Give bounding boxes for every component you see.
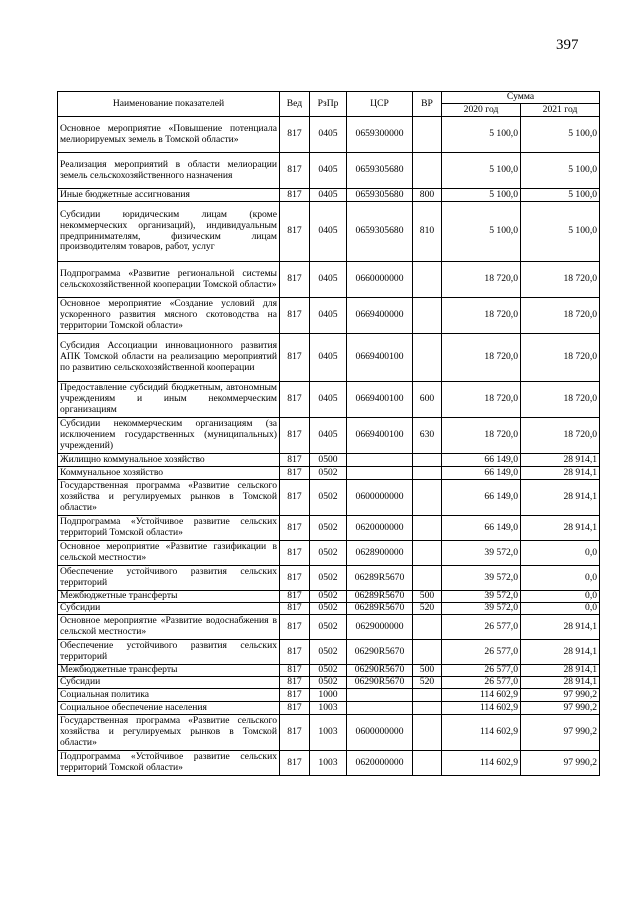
table-row [58,467,600,480]
cell-vr [413,454,442,467]
header-vr: ВР [413,92,442,117]
cell-csr: 0600000000 [347,715,413,751]
table-row [58,640,600,665]
cell-y2020: 39 572,0 [442,541,521,566]
header-csr: ЦСР [347,92,413,117]
cell-csr [347,702,413,715]
cell-name: Предоставление субсидий бюджетным, автономным учреждениям и иным некоммерческим организациям [58,382,280,418]
cell-name: Межбюджетные трансферты [58,665,280,677]
cell-vr: 600 [413,382,442,418]
table-row [58,382,600,418]
cell-csr: 0620000000 [347,516,413,541]
cell-name: Обеспечение устойчивого развития сельских территорий [58,566,280,591]
cell-rzpr: 0502 [310,591,347,603]
table-row [58,262,600,298]
cell-csr: 0659300000 [347,117,413,153]
table-row [58,689,600,702]
cell-ved: 817 [280,262,310,298]
cell-y2021: 28 914,1 [521,640,600,665]
header-2020: 2020 год [442,104,521,117]
cell-y2020: 39 572,0 [442,591,521,603]
cell-y2021: 18 720,0 [521,334,600,382]
cell-csr: 0660000000 [347,262,413,298]
cell-vr: 500 [413,591,442,603]
cell-ved: 817 [280,334,310,382]
cell-rzpr: 0502 [310,603,347,615]
table-row [58,615,600,640]
cell-y2020: 18 720,0 [442,382,521,418]
cell-y2021: 5 100,0 [521,189,600,202]
cell-y2021: 28 914,1 [521,480,600,516]
cell-y2020: 114 602,9 [442,751,521,776]
table-row [58,603,600,615]
cell-csr: 06289R5670 [347,591,413,603]
cell-vr [413,715,442,751]
cell-y2021: 0,0 [521,541,600,566]
table-row [58,751,600,776]
cell-y2021: 28 914,1 [521,467,600,480]
cell-name: Основное мероприятие «Повышение потенциала мелиорируемых земель в Томской области» [58,117,280,153]
cell-vr: 810 [413,202,442,262]
cell-vr [413,467,442,480]
cell-name: Государственная программа «Развитие сельского хозяйства и регулируемых рынков в Томской области» [58,480,280,516]
cell-y2021: 28 914,1 [521,454,600,467]
cell-rzpr: 0502 [310,541,347,566]
cell-vr [413,480,442,516]
cell-vr: 800 [413,189,442,202]
cell-y2021: 97 990,2 [521,751,600,776]
cell-rzpr: 0405 [310,117,347,153]
cell-y2020: 5 100,0 [442,153,521,189]
cell-name: Подпрограмма «Устойчивое развитие сельских территорий Томской области» [58,751,280,776]
budget-table [57,91,600,776]
cell-y2021: 28 914,1 [521,677,600,689]
cell-csr [347,689,413,702]
cell-y2021: 97 990,2 [521,689,600,702]
cell-ved: 817 [280,480,310,516]
cell-y2021: 18 720,0 [521,418,600,454]
table-body [58,117,600,776]
cell-y2021: 28 914,1 [521,665,600,677]
cell-csr: 0669400100 [347,418,413,454]
cell-csr: 0628900000 [347,541,413,566]
cell-ved: 817 [280,153,310,189]
cell-name: Субсидии юридическим лицам (кроме некоммерческих организаций), индивидуальным предпринимателям, физическим лицам производителям товаров, работ, услуг [58,202,280,262]
cell-ved: 817 [280,702,310,715]
cell-rzpr: 0502 [310,677,347,689]
cell-y2021: 18 720,0 [521,298,600,334]
cell-ved: 817 [280,715,310,751]
cell-csr [347,454,413,467]
cell-vr [413,541,442,566]
cell-ved: 817 [280,751,310,776]
cell-y2020: 114 602,9 [442,715,521,751]
cell-ved: 817 [280,189,310,202]
cell-rzpr: 1000 [310,689,347,702]
cell-ved: 817 [280,603,310,615]
cell-ved: 817 [280,677,310,689]
page-number: 397 [556,37,579,53]
cell-vr [413,751,442,776]
cell-rzpr: 0502 [310,640,347,665]
table-row [58,665,600,677]
cell-ved: 817 [280,615,310,640]
cell-ved: 817 [280,516,310,541]
cell-vr: 630 [413,418,442,454]
table-row [58,153,600,189]
cell-vr: 520 [413,603,442,615]
cell-y2020: 18 720,0 [442,334,521,382]
table-row [58,454,600,467]
cell-y2020: 18 720,0 [442,298,521,334]
cell-y2020: 18 720,0 [442,418,521,454]
table-row [58,418,600,454]
cell-name: Основное мероприятие «Развитие газификации в сельской местности» [58,541,280,566]
cell-csr: 06290R5670 [347,640,413,665]
cell-vr [413,702,442,715]
cell-vr: 520 [413,677,442,689]
cell-name: Государственная программа «Развитие сельского хозяйства и регулируемых рынков в Томской области» [58,715,280,751]
cell-name: Основное мероприятие «Развитие водоснабжения в сельской местности» [58,615,280,640]
cell-y2021: 0,0 [521,603,600,615]
cell-csr: 0669400000 [347,298,413,334]
cell-y2021: 5 100,0 [521,153,600,189]
cell-csr: 0620000000 [347,751,413,776]
cell-rzpr: 0405 [310,153,347,189]
table-row [58,715,600,751]
cell-y2020: 5 100,0 [442,117,521,153]
cell-y2021: 0,0 [521,591,600,603]
cell-ved: 817 [280,454,310,467]
cell-rzpr: 1003 [310,715,347,751]
cell-csr: 06290R5670 [347,677,413,689]
cell-ved: 817 [280,541,310,566]
cell-vr [413,334,442,382]
table-row [58,677,600,689]
cell-csr: 0659305680 [347,202,413,262]
cell-name: Подпрограмма «Развитие региональной системы сельскохозяйственной кооперации Томской области» [58,262,280,298]
cell-rzpr: 0502 [310,566,347,591]
table-row [58,480,600,516]
header-2021: 2021 год [521,104,600,117]
cell-ved: 817 [280,418,310,454]
cell-rzpr: 0502 [310,480,347,516]
cell-csr: 06289R5670 [347,603,413,615]
cell-vr [413,262,442,298]
header-sum: Сумма [442,92,600,104]
cell-csr: 0659305680 [347,189,413,202]
cell-y2020: 39 572,0 [442,603,521,615]
table-row [58,702,600,715]
cell-rzpr: 0405 [310,382,347,418]
cell-y2020: 18 720,0 [442,262,521,298]
cell-y2020: 26 577,0 [442,677,521,689]
cell-rzpr: 1003 [310,702,347,715]
cell-csr: 0600000000 [347,480,413,516]
cell-name: Субсидии некоммерческим организациям (за исключением государственных (муниципальных) учреждений) [58,418,280,454]
table-row [58,189,600,202]
cell-ved: 817 [280,298,310,334]
cell-name: Подпрограмма «Устойчивое развитие сельских территорий Томской области» [58,516,280,541]
cell-y2020: 114 602,9 [442,689,521,702]
table-row [58,591,600,603]
cell-ved: 817 [280,566,310,591]
cell-y2020: 66 149,0 [442,454,521,467]
header-ved: Вед [280,92,310,117]
cell-vr [413,640,442,665]
cell-y2021: 0,0 [521,566,600,591]
cell-y2020: 66 149,0 [442,516,521,541]
cell-y2021: 28 914,1 [521,516,600,541]
cell-csr: 0669400100 [347,334,413,382]
cell-vr [413,298,442,334]
cell-y2020: 26 577,0 [442,665,521,677]
cell-ved: 817 [280,591,310,603]
table-row [58,566,600,591]
cell-y2020: 26 577,0 [442,640,521,665]
cell-rzpr: 0405 [310,202,347,262]
cell-ved: 817 [280,640,310,665]
cell-y2021: 5 100,0 [521,117,600,153]
header-rzpr: РзПр [310,92,347,117]
cell-y2021: 18 720,0 [521,382,600,418]
cell-y2020: 5 100,0 [442,202,521,262]
cell-y2020: 114 602,9 [442,702,521,715]
cell-y2021: 97 990,2 [521,715,600,751]
cell-rzpr: 0405 [310,334,347,382]
cell-rzpr: 0405 [310,418,347,454]
cell-name: Коммунальное хозяйство [58,467,280,480]
cell-vr [413,566,442,591]
cell-name: Субсидии [58,603,280,615]
cell-rzpr: 0405 [310,262,347,298]
table-row [58,298,600,334]
cell-rzpr: 0502 [310,516,347,541]
cell-vr [413,153,442,189]
header-name: Наименование показателей [58,92,280,117]
cell-vr: 500 [413,665,442,677]
cell-name: Жилищно коммунальное хозяйство [58,454,280,467]
table-row [58,334,600,382]
cell-vr [413,516,442,541]
cell-csr: 06290R5670 [347,665,413,677]
cell-name: Основное мероприятие «Создание условий для ускоренного развития мясного скотоводства на территории Томской области» [58,298,280,334]
cell-name: Субсидии [58,677,280,689]
cell-vr [413,689,442,702]
cell-ved: 817 [280,382,310,418]
cell-rzpr: 0405 [310,189,347,202]
cell-y2020: 5 100,0 [442,189,521,202]
cell-y2021: 5 100,0 [521,202,600,262]
cell-csr: 0669400100 [347,382,413,418]
cell-rzpr: 0502 [310,665,347,677]
cell-ved: 817 [280,665,310,677]
table-row [58,202,600,262]
cell-csr: 06289R5670 [347,566,413,591]
cell-name: Реализация мероприятий в области мелиорации земель сельскохозяйственного назначения [58,153,280,189]
cell-rzpr: 0500 [310,454,347,467]
cell-y2020: 26 577,0 [442,615,521,640]
cell-ved: 817 [280,202,310,262]
cell-ved: 817 [280,467,310,480]
cell-rzpr: 0502 [310,467,347,480]
cell-vr [413,117,442,153]
table-row [58,516,600,541]
cell-csr: 0659305680 [347,153,413,189]
cell-y2020: 66 149,0 [442,467,521,480]
cell-rzpr: 1003 [310,751,347,776]
cell-rzpr: 0405 [310,298,347,334]
cell-name: Межбюджетные трансферты [58,591,280,603]
cell-name: Субсидия Ассоциации инновационного развития АПК Томской области на реализацию мероприятий по развитию сельскохозяйственной кооперации [58,334,280,382]
cell-y2021: 28 914,1 [521,615,600,640]
cell-vr [413,615,442,640]
cell-name: Социальное обеспечение населения [58,702,280,715]
cell-y2020: 39 572,0 [442,566,521,591]
cell-y2020: 66 149,0 [442,480,521,516]
cell-ved: 817 [280,117,310,153]
cell-name: Иные бюджетные ассигнования [58,189,280,202]
cell-name: Обеспечение устойчивого развития сельских территорий [58,640,280,665]
cell-csr [347,467,413,480]
cell-y2021: 97 990,2 [521,702,600,715]
cell-csr: 0629000000 [347,615,413,640]
cell-y2021: 18 720,0 [521,262,600,298]
table-row [58,541,600,566]
cell-rzpr: 0502 [310,615,347,640]
cell-ved: 817 [280,689,310,702]
cell-name: Социальная политика [58,689,280,702]
table-row [58,117,600,153]
